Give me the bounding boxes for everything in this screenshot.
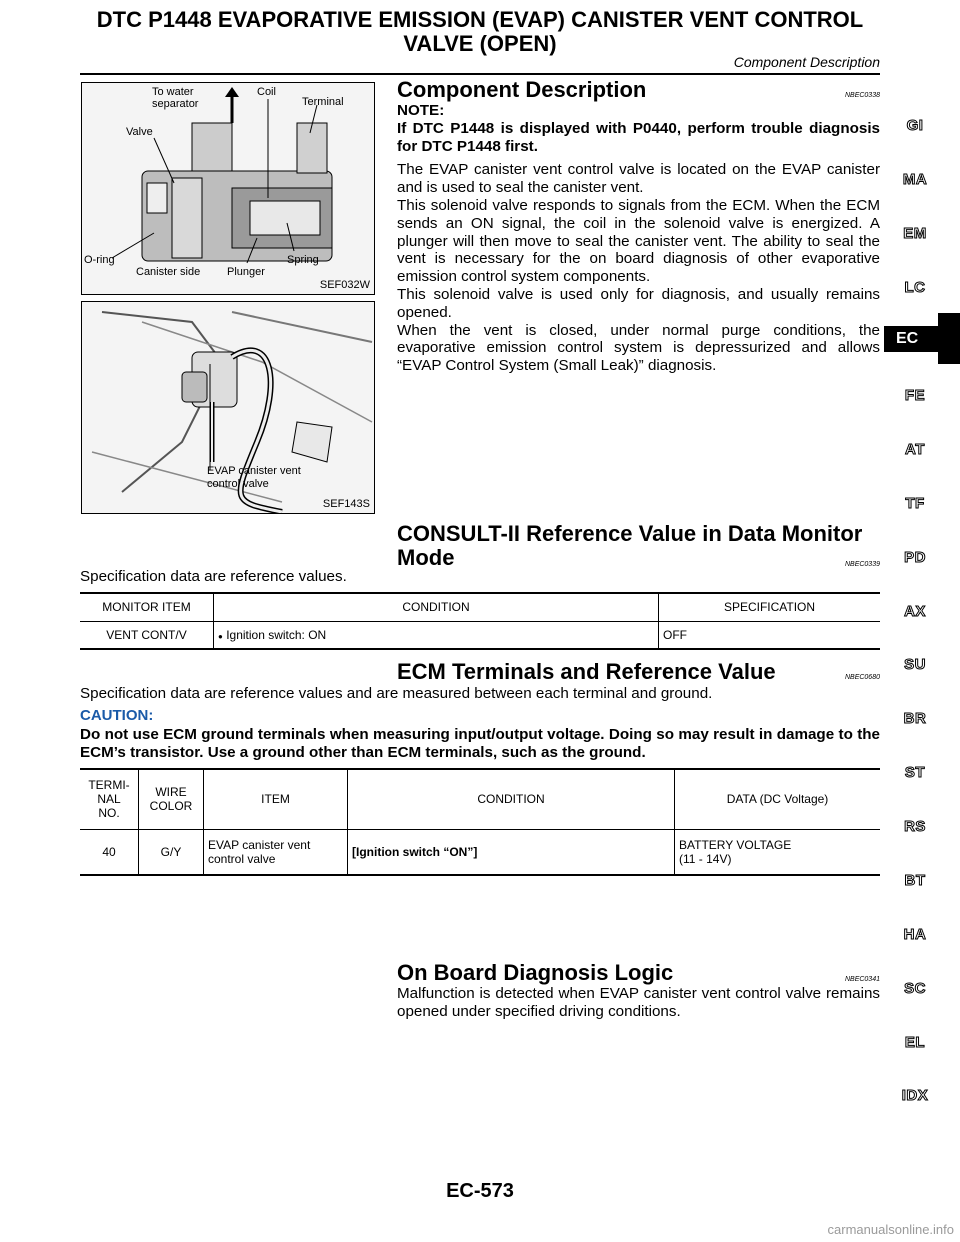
section-code-0338: NBEC0338 bbox=[844, 92, 880, 99]
tab-rs[interactable]: RS bbox=[904, 818, 926, 835]
page-title-line-2: VALVE (OPEN) bbox=[403, 31, 557, 56]
caution-text: Do not use ECM ground terminals when measuring input/output voltage. Doing so may result in damage to the ECM’s transistor. Use a ground other than ECM terminals, such as the ground. bbox=[80, 726, 880, 761]
section-code-0339: NBEC0339 bbox=[844, 561, 880, 568]
callout-terminal: Terminal bbox=[302, 96, 344, 108]
note-text: If DTC P1448 is displayed with P0440, perform trouble diagnosis for DTC P1448 first. bbox=[397, 119, 880, 155]
cell-condition: [Ignition switch “ON”] bbox=[348, 829, 675, 875]
location-diagram bbox=[82, 302, 374, 513]
col-terminal-line-1: TERMI- bbox=[88, 778, 130, 793]
ecm-intro: Specification data are reference values and are measured between each terminal and ground. bbox=[80, 685, 713, 702]
tab-ec[interactable]: EC bbox=[884, 326, 960, 352]
tab-sc[interactable]: SC bbox=[904, 980, 926, 997]
tab-ha[interactable]: HA bbox=[903, 926, 927, 943]
paragraph-vent-closed: When the vent is closed, under normal purge conditions, the evaporative emission control system is depressurized and allows “EVAP Control System (Small Leak)” diagnosis. bbox=[397, 321, 880, 375]
tab-el[interactable]: EL bbox=[904, 1034, 926, 1051]
table-row bbox=[80, 829, 880, 875]
callout-valve: Valve bbox=[126, 126, 153, 138]
page-number: EC-573 bbox=[446, 1180, 514, 1202]
col-monitor-item: MONITOR ITEM bbox=[80, 593, 214, 621]
ecm-heading: ECM Terminals and Reference Value bbox=[397, 659, 776, 684]
tab-fe[interactable]: FE bbox=[904, 387, 926, 404]
paragraph-location: The EVAP canister vent control valve is located on the EVAP canister and is used to seal the canister vent. bbox=[397, 161, 880, 197]
cell-item-line-1: EVAP canister vent bbox=[208, 837, 311, 852]
caution-label: CAUTION: bbox=[80, 707, 154, 724]
callout-location-1: EVAP canister vent bbox=[207, 465, 301, 477]
col-terminal-line-3: NO. bbox=[98, 806, 120, 821]
paragraph-usage: This solenoid valve is used only for diagnosis, and usually remains opened. bbox=[397, 285, 880, 321]
tab-at[interactable]: AT bbox=[905, 441, 925, 458]
paragraph-operation: This solenoid valve responds to signals from the ECM. When the ECM sends an ON signal, the coil in the solenoid valve is energized. A plunger will then move to seal the canister vent. The ability to seal the vent is necessary for the on board diagnosis of other evaporative emission control system components. bbox=[397, 196, 880, 286]
tab-br[interactable]: BR bbox=[903, 710, 927, 727]
figure-valve-location bbox=[81, 301, 375, 514]
col-condition: CONDITION bbox=[348, 769, 675, 829]
col-specification: SPECIFICATION bbox=[659, 593, 881, 621]
cell-item bbox=[204, 829, 348, 875]
cell-data-line-2: (11 - 14V) bbox=[679, 851, 732, 866]
tab-lc[interactable]: LC bbox=[904, 279, 926, 296]
tab-bt[interactable]: BT bbox=[904, 872, 926, 889]
consult-heading bbox=[397, 522, 880, 570]
col-terminal-no bbox=[80, 769, 139, 829]
tab-st[interactable]: ST bbox=[904, 764, 926, 781]
tab-gi[interactable]: GI bbox=[906, 117, 924, 134]
cell-monitor-item: VENT CONT/V bbox=[80, 621, 214, 649]
table-header-row bbox=[80, 593, 880, 621]
figure-valve-cross-section bbox=[81, 82, 375, 295]
callout-location-2: control valve bbox=[207, 478, 269, 490]
consult-heading-line-1: CONSULT-II Reference Value in Data Monitor bbox=[397, 521, 863, 546]
tab-tf[interactable]: TF bbox=[905, 495, 925, 512]
tab-idx[interactable]: IDX bbox=[901, 1087, 929, 1104]
figure-1-label: SEF032W bbox=[319, 279, 370, 291]
tab-ma[interactable]: MA bbox=[902, 171, 928, 188]
cell-terminal: 40 bbox=[80, 829, 139, 875]
watermark: carmanualsonline.info bbox=[827, 1222, 954, 1237]
note-label: NOTE: bbox=[397, 102, 445, 119]
figure-2-label: SEF143S bbox=[322, 498, 370, 510]
col-item: ITEM bbox=[204, 769, 348, 829]
cell-condition bbox=[214, 621, 659, 649]
col-wire-line-2: COLOR bbox=[149, 799, 193, 814]
cell-data bbox=[675, 829, 881, 875]
consult-heading-line-2: Mode bbox=[397, 545, 455, 570]
component-description-heading: Component Description bbox=[397, 77, 647, 102]
section-code-0680: NBEC0680 bbox=[844, 674, 880, 681]
page-title bbox=[80, 8, 880, 56]
col-wire-line-1: WIRE bbox=[155, 785, 187, 800]
cell-item-line-2: control valve bbox=[208, 851, 276, 866]
cell-data-line-1: BATTERY VOLTAGE bbox=[679, 837, 792, 852]
consult-table bbox=[80, 592, 880, 650]
tab-em[interactable]: EM bbox=[903, 225, 927, 242]
callout-spring: Spring bbox=[287, 254, 319, 266]
page-subtitle: Component Description bbox=[733, 54, 880, 70]
tab-su[interactable]: SU bbox=[904, 656, 926, 673]
tab-pd[interactable]: PD bbox=[904, 549, 926, 566]
header-divider bbox=[80, 73, 880, 75]
callout-water-separator-2: separator bbox=[152, 98, 199, 110]
cell-condition-text: Ignition switch: ON bbox=[226, 627, 327, 642]
tab-ax[interactable]: AX bbox=[904, 603, 926, 620]
obd-heading: On Board Diagnosis Logic bbox=[397, 960, 674, 985]
component-description-section bbox=[397, 78, 880, 375]
col-terminal-line-2: NAL bbox=[97, 792, 121, 807]
cell-wire: G/Y bbox=[139, 829, 204, 875]
cell-specification: OFF bbox=[659, 621, 881, 649]
col-data: DATA (DC Voltage) bbox=[675, 769, 881, 829]
ecm-terminal-table bbox=[80, 768, 880, 876]
col-condition: CONDITION bbox=[214, 593, 659, 621]
callout-oring: O-ring bbox=[84, 254, 115, 266]
bullet-icon: ● bbox=[218, 631, 223, 641]
valve-diagram bbox=[82, 83, 374, 294]
consult-intro: Specification data are reference values. bbox=[80, 568, 347, 585]
callout-canister-side: Canister side bbox=[136, 266, 201, 278]
obd-text: Malfunction is detected when EVAP canister vent control valve remains opened under specified driving conditions. bbox=[397, 985, 880, 1020]
table-header-row bbox=[80, 769, 880, 829]
section-code-0341: NBEC0341 bbox=[844, 976, 880, 983]
callout-coil: Coil bbox=[257, 86, 276, 98]
callout-plunger: Plunger bbox=[227, 266, 265, 278]
table-row bbox=[80, 621, 880, 649]
page-title-line-1: DTC P1448 EVAPORATIVE EMISSION (EVAP) CANISTER VENT CONTROL bbox=[96, 7, 864, 32]
callout-water-separator-1: To water bbox=[152, 86, 194, 98]
col-wire-color bbox=[139, 769, 204, 829]
